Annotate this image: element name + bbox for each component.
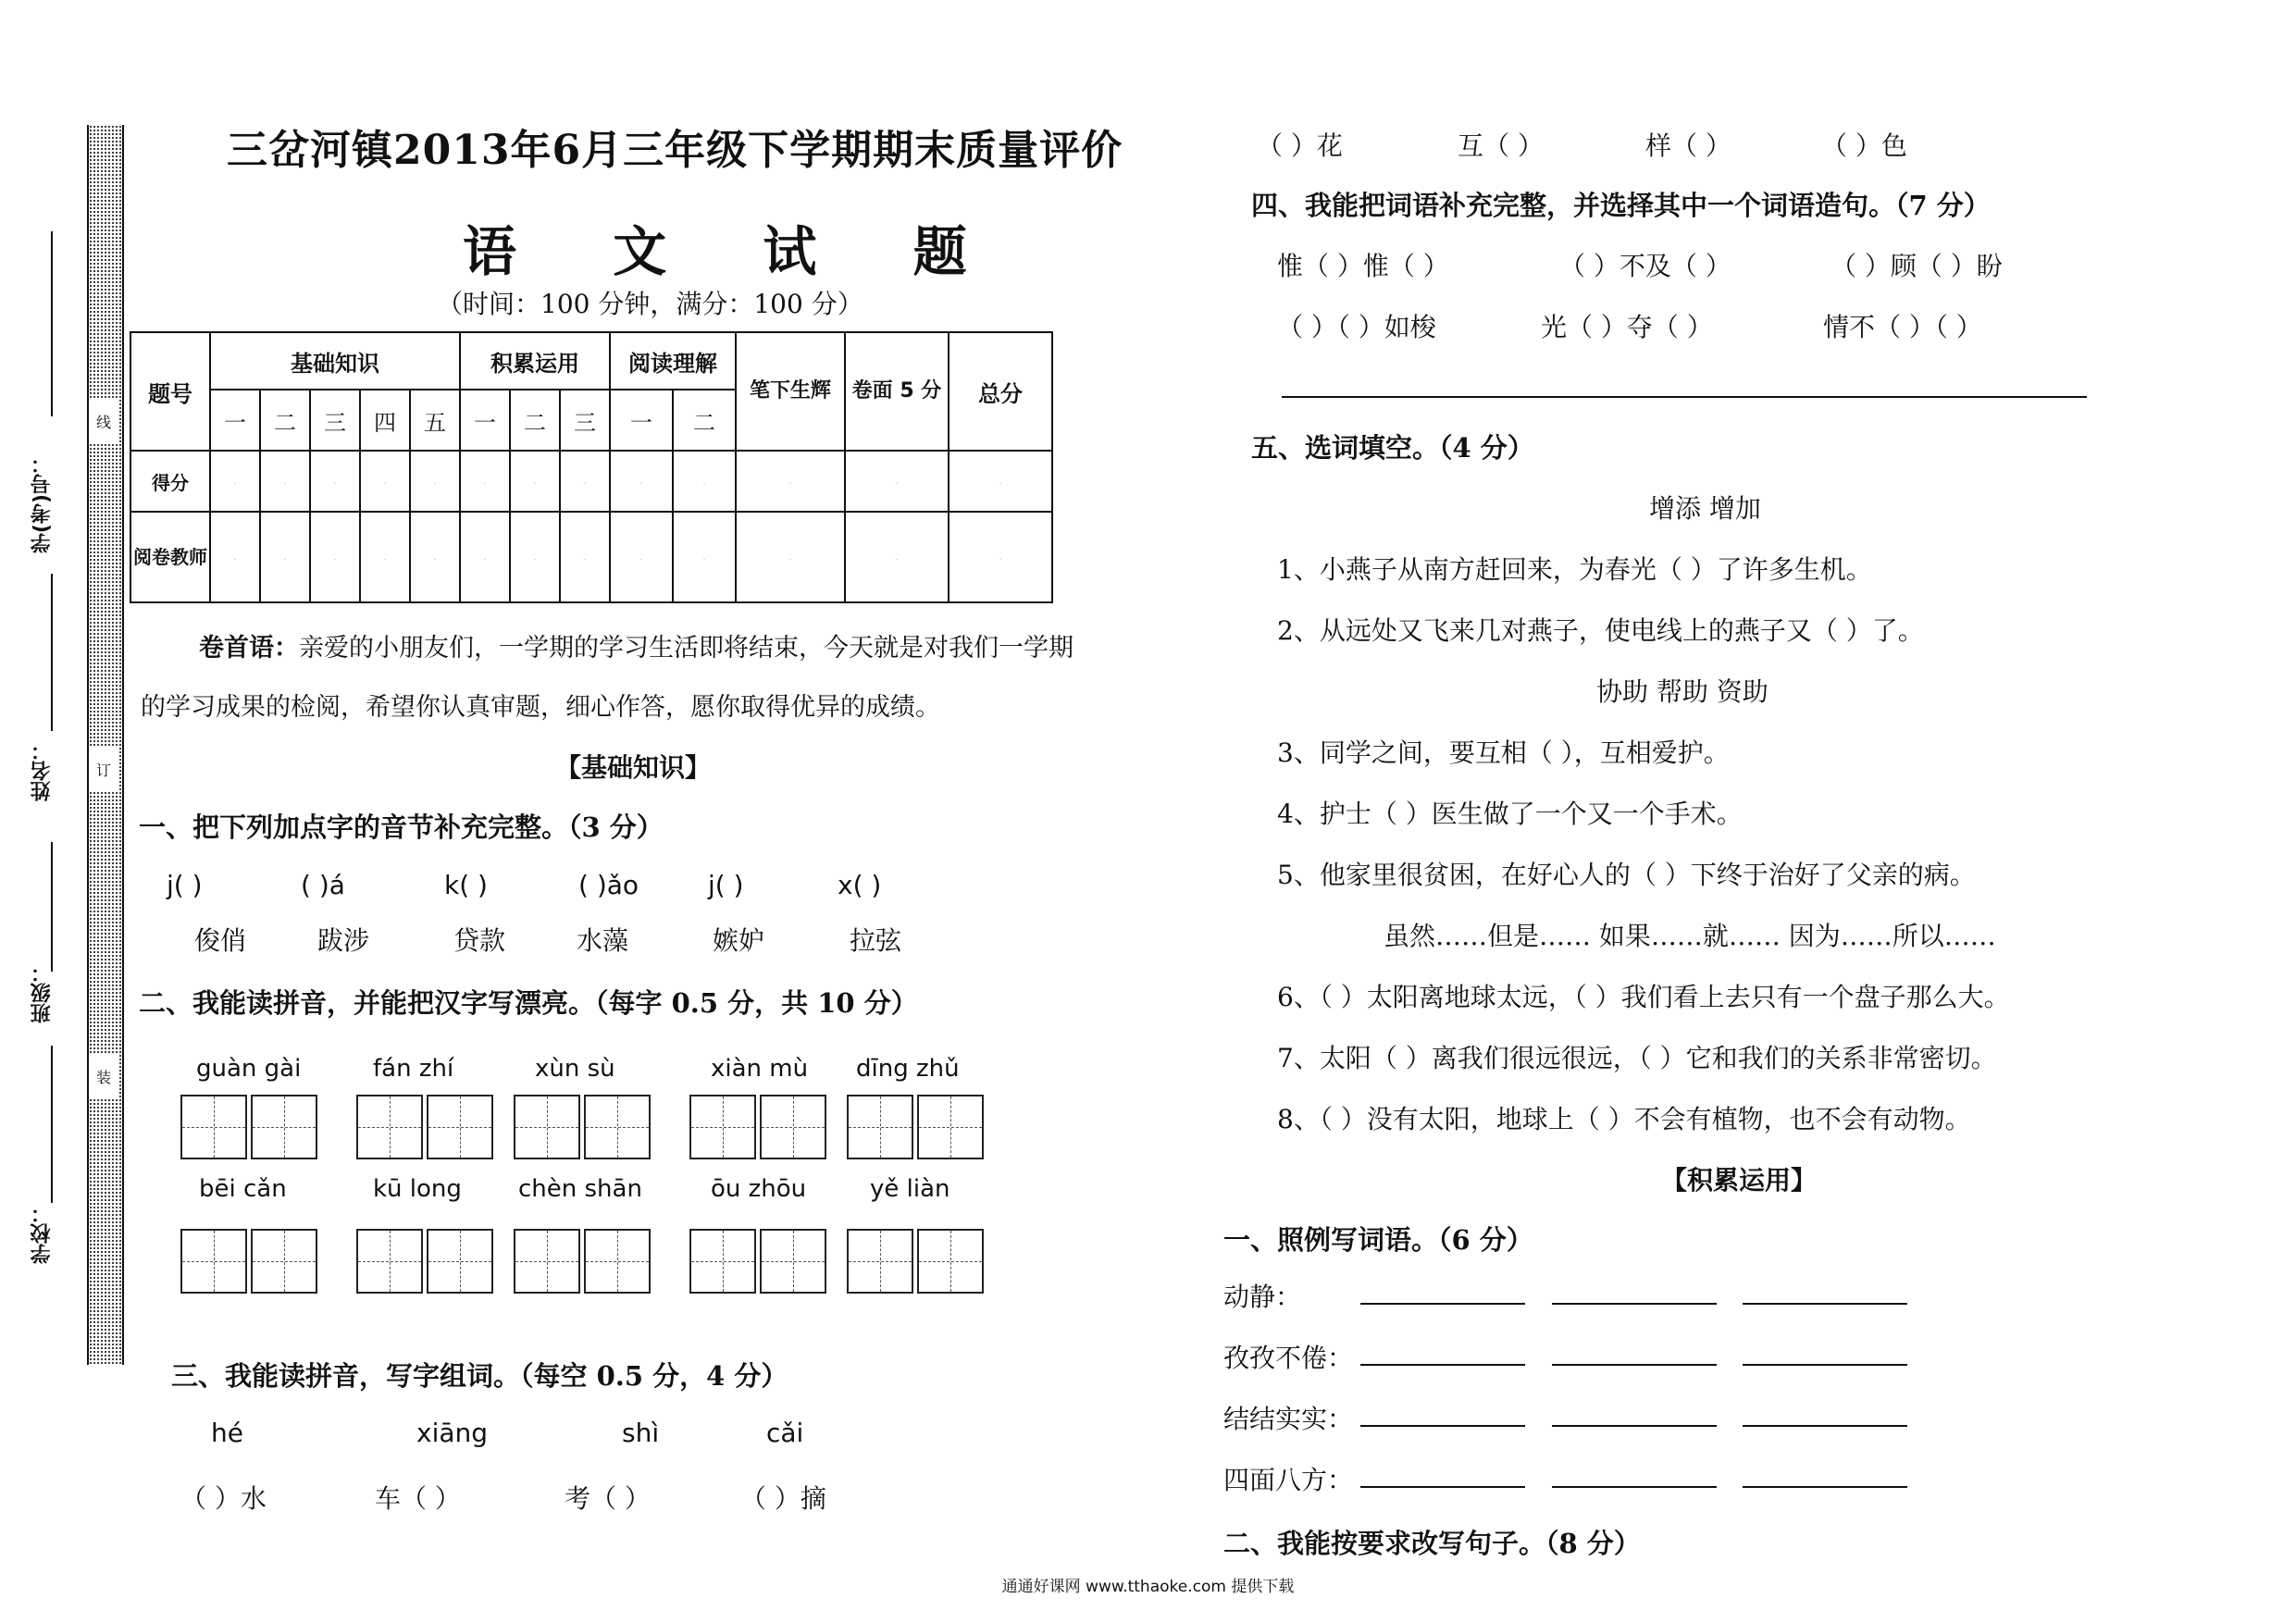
score-cell[interactable]: . bbox=[610, 451, 673, 512]
char-box[interactable] bbox=[514, 1095, 580, 1159]
char-box[interactable] bbox=[917, 1229, 984, 1294]
q1-title: 一、把下列加点字的音节补充完整。（3 分） bbox=[139, 812, 664, 843]
q5-sentence: 7、太阳（ ）离我们很远很远，（ ）它和我们的关系非常密切。 bbox=[1277, 1043, 1997, 1073]
q3-blank: （ ）摘 bbox=[740, 1483, 826, 1514]
q3-pinyin: shì bbox=[622, 1418, 660, 1448]
q3-title: 三、我能读拼音，写字组词。（每空 0.5 分，4 分） bbox=[171, 1360, 788, 1392]
teacher-cell[interactable]: . bbox=[673, 512, 736, 602]
q2-pinyin: chèn shān bbox=[518, 1175, 642, 1203]
writing-grid[interactable] bbox=[689, 1095, 826, 1159]
section-basic: 【基础知识】 bbox=[555, 752, 712, 783]
q2-pinyin: xiàn mù bbox=[711, 1055, 809, 1083]
score-cell[interactable]: . bbox=[673, 451, 736, 512]
char-box[interactable] bbox=[251, 1095, 317, 1159]
q3-cont: （ ）花 bbox=[1257, 130, 1343, 161]
q1-pinyin-3: k( ) bbox=[444, 870, 488, 900]
q3-blank: 考（ ） bbox=[565, 1483, 651, 1514]
writing-grid[interactable] bbox=[180, 1095, 317, 1159]
name-label: 姓名： bbox=[31, 740, 54, 801]
col-num: 二 bbox=[673, 390, 736, 451]
q3-cont: 互（ ） bbox=[1458, 130, 1544, 161]
q1-pinyin-4: ( )ǎo bbox=[578, 870, 639, 900]
q1-pinyin-2: ( )á bbox=[301, 870, 345, 900]
binding-line bbox=[51, 842, 53, 972]
q1-word-6: 拉弦 bbox=[850, 925, 902, 956]
q2-title: 二、我能读拼音，并能把汉字写漂亮。（每字 0.5 分，共 10 分） bbox=[139, 987, 918, 1019]
q2-pinyin: xùn sù bbox=[535, 1055, 615, 1083]
teacher-cell[interactable]: . bbox=[610, 512, 673, 602]
answer-line[interactable] bbox=[1552, 1486, 1717, 1488]
time-info: （时间：100 分钟，满分：100 分） bbox=[437, 289, 863, 319]
teacher-cell[interactable]: . bbox=[360, 512, 410, 602]
char-box[interactable] bbox=[847, 1229, 913, 1294]
col-num: 一 bbox=[610, 390, 673, 451]
score-cell[interactable]: . bbox=[845, 451, 949, 512]
col-num: 一 bbox=[210, 390, 260, 451]
q5-sentence: 2、从远处又飞来几对燕子，使电线上的燕子又（ ）了。 bbox=[1277, 615, 1924, 646]
char-box[interactable] bbox=[760, 1229, 826, 1294]
q1-word-4: 水藻 bbox=[577, 925, 629, 956]
col-num: 二 bbox=[510, 390, 560, 451]
acc1-example: 结结实实： bbox=[1223, 1404, 1354, 1434]
teacher-cell[interactable]: . bbox=[845, 512, 949, 602]
answer-line[interactable] bbox=[1743, 1364, 1907, 1366]
answer-line[interactable] bbox=[1743, 1425, 1907, 1427]
col-num: 三 bbox=[310, 390, 360, 451]
col-num: 四 bbox=[360, 390, 410, 451]
q5-sentence: 6、（ ）太阳离地球太远，（ ）我们看上去只有一个盘子那么大。 bbox=[1277, 982, 2010, 1012]
student-id-label: 学(考)号： bbox=[31, 453, 54, 554]
teacher-cell[interactable]: . bbox=[560, 512, 610, 602]
char-box[interactable] bbox=[180, 1229, 247, 1294]
preface-label: 卷首语： bbox=[199, 634, 299, 663]
q4-idiom: （ ）顾（ ）盼 bbox=[1831, 251, 2003, 281]
writing-grid[interactable] bbox=[847, 1095, 984, 1159]
answer-line[interactable] bbox=[1552, 1425, 1717, 1427]
q3-cont: （ ）色 bbox=[1821, 130, 1907, 161]
char-box[interactable] bbox=[760, 1095, 826, 1159]
answer-line[interactable] bbox=[1360, 1364, 1525, 1366]
q4-idiom: （ ）（ ）如梭 bbox=[1277, 312, 1436, 342]
q1-word-1: 俊俏 bbox=[194, 925, 247, 956]
binding-line bbox=[51, 231, 53, 416]
q5-sentence: 1、小燕子从南方赶回来，为春光（ ）了许多生机。 bbox=[1277, 554, 1872, 585]
q4-idiom: 情不（ ）（ ） bbox=[1823, 312, 1982, 342]
acc1-example: 四面八方： bbox=[1223, 1465, 1354, 1495]
score-row-label: 得分 bbox=[130, 451, 210, 512]
q4-title: 四、我能把词语补充完整，并选择其中一个词语造句。（7 分） bbox=[1251, 190, 1991, 221]
acc1-example: 动静： bbox=[1223, 1282, 1302, 1312]
q4-idiom: （ ）不及（ ） bbox=[1559, 251, 1731, 281]
teacher-cell[interactable]: . bbox=[460, 512, 510, 602]
class-label: 班级： bbox=[31, 962, 54, 1023]
binding-strip bbox=[87, 125, 124, 1365]
q2-pinyin: yě liàn bbox=[870, 1175, 950, 1203]
q3-cont: 样（ ） bbox=[1645, 130, 1731, 161]
score-cell[interactable]: . bbox=[560, 451, 610, 512]
teacher-cell[interactable]: . bbox=[260, 512, 310, 602]
score-cell[interactable]: . bbox=[310, 451, 360, 512]
exam-title: 三岔河镇2013年6月三年级下学期期末质量评价 bbox=[227, 127, 1123, 174]
q1-word-3: 贷款 bbox=[453, 925, 506, 956]
q5-sentence: 5、他家里很贫困，在好心人的（ ）下终于治好了父亲的病。 bbox=[1277, 860, 1976, 890]
col-total: 总分 bbox=[949, 332, 1052, 451]
preface-text-1: 亲爱的小朋友们，一学期的学习生活即将结束，今天就是对我们一学期 bbox=[299, 634, 1074, 663]
sentence-answer-line[interactable] bbox=[1282, 396, 2087, 398]
teacher-row-label: 阅卷教师 bbox=[130, 512, 210, 602]
acc2-title: 二、我能按要求改写句子。（8 分） bbox=[1223, 1528, 1641, 1559]
writing-grid[interactable] bbox=[847, 1229, 984, 1294]
char-box[interactable] bbox=[427, 1095, 493, 1159]
score-cell[interactable]: . bbox=[260, 451, 310, 512]
q1-pinyin-1: j( ) bbox=[167, 870, 203, 900]
col-num: 三 bbox=[560, 390, 610, 451]
q5-sentence: 4、护士（ ）医生做了一个又一个手术。 bbox=[1277, 799, 1743, 829]
binding-line bbox=[51, 574, 53, 731]
binding-line bbox=[51, 1046, 53, 1203]
score-cell[interactable]: . bbox=[949, 451, 1052, 512]
writing-grid[interactable] bbox=[356, 1229, 493, 1294]
q3-pinyin: xiāng bbox=[416, 1418, 489, 1448]
answer-line[interactable] bbox=[1743, 1303, 1907, 1305]
q1-pinyin-6: x( ) bbox=[838, 870, 882, 900]
writing-grid[interactable] bbox=[514, 1095, 651, 1159]
score-cell[interactable]: . bbox=[360, 451, 410, 512]
footer-credit: 通通好课网 www.tthaoke.com 提供下载 bbox=[1001, 1578, 1295, 1596]
col-num: 二 bbox=[260, 390, 310, 451]
q3-pinyin: hé bbox=[211, 1418, 243, 1448]
char-box[interactable] bbox=[180, 1095, 247, 1159]
char-box[interactable] bbox=[356, 1095, 423, 1159]
q2-pinyin: fán zhí bbox=[373, 1055, 454, 1083]
q5-sentence: 3、同学之间，要互相（ ），互相爱护。 bbox=[1277, 737, 1730, 768]
q2-pinyin: kū long bbox=[373, 1175, 462, 1203]
char-box[interactable] bbox=[427, 1229, 493, 1294]
writing-grid[interactable] bbox=[180, 1229, 317, 1294]
q4-idiom: 惟（ ）惟（ ） bbox=[1277, 251, 1449, 281]
q1-word-2: 跋涉 bbox=[317, 925, 370, 956]
char-box[interactable] bbox=[356, 1229, 423, 1294]
q3-pinyin: cǎi bbox=[766, 1418, 804, 1448]
teacher-cell[interactable]: . bbox=[410, 512, 460, 602]
col-num: 五 bbox=[410, 390, 460, 451]
q1-word-5: 嫉妒 bbox=[713, 925, 765, 956]
char-box[interactable] bbox=[917, 1095, 984, 1159]
answer-line[interactable] bbox=[1743, 1486, 1907, 1488]
score-cell[interactable]: . bbox=[510, 451, 560, 512]
q2-pinyin: bēi cǎn bbox=[199, 1175, 287, 1203]
writing-grid[interactable] bbox=[356, 1095, 493, 1159]
q3-blank: （ ）水 bbox=[180, 1483, 267, 1514]
answer-line[interactable] bbox=[1552, 1364, 1717, 1366]
teacher-cell[interactable]: . bbox=[736, 512, 845, 602]
subject-title: 语 文 试 题 bbox=[463, 220, 1006, 283]
score-cell[interactable]: . bbox=[736, 451, 845, 512]
q5-word-choices: 协助 帮助 资助 bbox=[1596, 676, 1769, 707]
char-box[interactable] bbox=[584, 1229, 651, 1294]
q5-word-choices: 增添 增加 bbox=[1649, 493, 1761, 524]
char-box[interactable] bbox=[251, 1229, 317, 1294]
q2-pinyin: dīng zhǔ bbox=[856, 1055, 960, 1083]
teacher-cell[interactable]: . bbox=[310, 512, 360, 602]
answer-line[interactable] bbox=[1360, 1425, 1525, 1427]
answer-line[interactable] bbox=[1552, 1303, 1717, 1305]
score-table bbox=[130, 331, 1053, 603]
q2-pinyin: guàn gài bbox=[196, 1055, 302, 1083]
preface-line-2: 的学习成果的检阅，希望你认真审题，细心作答，愿你取得优异的成绩。 bbox=[141, 693, 940, 722]
q3-blank: 车（ ） bbox=[375, 1483, 461, 1514]
q5-sentence: 8、（ ）没有太阳，地球上（ ）不会有植物，也不会有动物。 bbox=[1277, 1104, 1971, 1134]
acc1-example: 孜孜不倦： bbox=[1223, 1343, 1354, 1373]
score-cell[interactable]: . bbox=[410, 451, 460, 512]
score-cell[interactable]: . bbox=[210, 451, 260, 512]
col-writing: 笔下生辉 bbox=[736, 332, 845, 451]
char-box[interactable] bbox=[584, 1095, 651, 1159]
teacher-cell[interactable]: . bbox=[510, 512, 560, 602]
q5-title: 五、选词填空。（4 分） bbox=[1251, 432, 1534, 464]
char-box[interactable] bbox=[689, 1229, 756, 1294]
preface-line-1 bbox=[199, 627, 1074, 663]
teacher-cell[interactable]: . bbox=[210, 512, 260, 602]
q5-word-choices: 虽然……但是…… 如果……就…… 因为……所以…… bbox=[1384, 921, 1996, 951]
binding-mark-xian: 线 bbox=[89, 400, 118, 442]
char-box[interactable] bbox=[847, 1095, 913, 1159]
group-reading: 阅读理解 bbox=[610, 332, 736, 390]
row-header: 题号 bbox=[130, 332, 210, 451]
teacher-cell[interactable]: . bbox=[949, 512, 1052, 602]
writing-grid[interactable] bbox=[514, 1229, 651, 1294]
group-accum: 积累运用 bbox=[460, 332, 610, 390]
binding-mark-ding: 订 bbox=[89, 748, 118, 790]
acc1-title: 一、照例写词语。（6 分） bbox=[1223, 1224, 1533, 1256]
col-num: 一 bbox=[460, 390, 510, 451]
score-cell[interactable]: . bbox=[460, 451, 510, 512]
school-label: 学校： bbox=[31, 1203, 54, 1264]
char-box[interactable] bbox=[689, 1095, 756, 1159]
writing-grid[interactable] bbox=[689, 1229, 826, 1294]
section-accum: 【积累运用】 bbox=[1661, 1165, 1818, 1196]
q1-pinyin-5: j( ) bbox=[708, 870, 744, 900]
answer-line[interactable] bbox=[1360, 1303, 1525, 1305]
q2-pinyin: ōu zhōu bbox=[711, 1175, 807, 1203]
char-box[interactable] bbox=[514, 1229, 580, 1294]
group-basic: 基础知识 bbox=[210, 332, 460, 390]
col-neatness: 卷面 5 分 bbox=[845, 332, 949, 451]
binding-mark-zhuang: 装 bbox=[89, 1055, 118, 1097]
q4-idiom: 光（ ）夺（ ） bbox=[1541, 312, 1713, 342]
answer-line[interactable] bbox=[1360, 1486, 1525, 1488]
